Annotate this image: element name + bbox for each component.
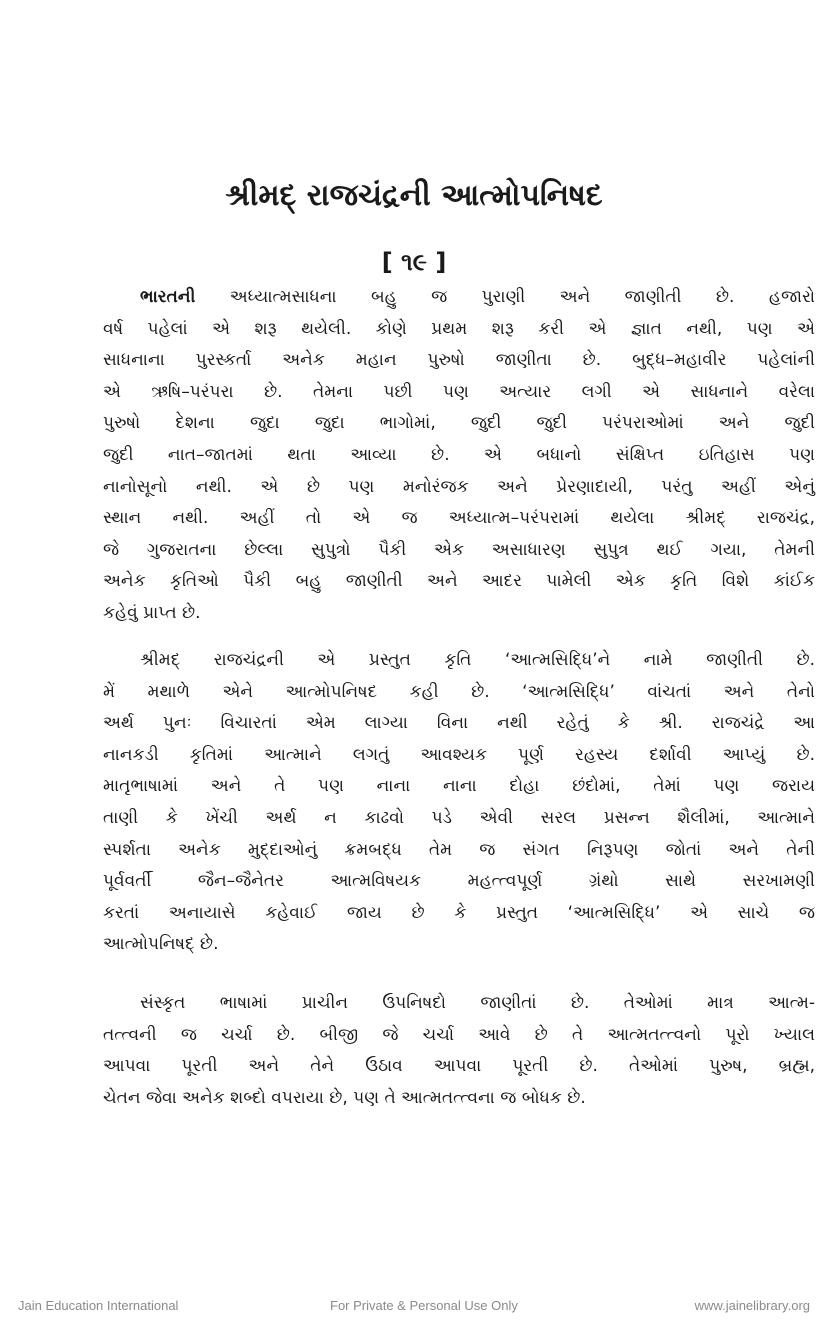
footer-usage-note: For Private & Personal Use Only xyxy=(330,1298,518,1313)
paragraph-line: વર્ષ પહેલાં એ શરૂ થયેલી. કોણે પ્રથમ શરૂ કરી એ જ્ઞાત નથી, પણ એ xyxy=(103,318,815,339)
paragraph-line: પુરુષો દેશના જુદા જુદા ભાગોમાં, જુદી જુદી પરંપરાઓમાં અને જુદી xyxy=(103,413,815,434)
paragraph-line: જુદી નાત–જાતમાં થતા આવ્યા છે. એ બધાનો સંક્ષિપ્ત ઇતિહાસ પણ xyxy=(103,445,815,465)
paragraph-line: મેં મથાળે એને આત્મોપનિષદ કહી છે. ‘આત્મસિદ્ધિ’ વાંચતાં અને તેનો xyxy=(103,681,815,702)
paragraph-line: જે ગુજરાતના છેલ્લા સુપુત્રો પૈકી એક અસાધારણ સુપુત્ર થઈ ગયા, તેમની xyxy=(103,539,815,560)
page-title: શ્રીમદ્ રાજચંદ્રની આત્મોપનિષદ xyxy=(225,178,603,213)
chapter-number: [ ૧૯ ] xyxy=(381,248,447,276)
paragraph-line: માતૃભાષામાં અને તે પણ નાના નાના દોહા છંદોમાં, તેમાં પણ જરાય xyxy=(103,776,815,797)
paragraph-line: કહેવું પ્રાપ્ત છે. xyxy=(103,603,201,623)
paragraph-line: શ્રીમદ્ રાજચંદ્રની એ પ્રસ્તુત કૃતિ ‘આત્મસિદ્ધિ’ને નામે જાણીતી છે. xyxy=(140,650,815,670)
line-text: અધ્યાત્મસાધના બહુ જ પુરાણી અને જાણીતી છે. હજારો xyxy=(195,287,815,307)
paragraph-line: નાનોસૂનો નથી. એ છે પણ મનોરંજક અને પ્રેરણાદાયી, પરંતુ અહીં એનું xyxy=(103,476,815,497)
paragraph-line: ચેતન જેવા અનેક શબ્દો વપરાયા છે, પણ તે આત્મતત્ત્વના જ બોધક છે. xyxy=(103,1087,586,1108)
lead-word: ભારતની xyxy=(140,287,196,307)
paragraph-line: તત્ત્વની જ ચર્ચા છે. બીજી જે ચર્ચા આવે છે તે આત્મતત્ત્વનો પૂરો ખ્યાલ xyxy=(103,1024,815,1045)
paragraph-line: એ ઋષિ–પરંપરા છે. તેમના પછી પણ અત્યાર લગી એ સાધનાને વરેલા xyxy=(103,381,815,402)
paragraph-line xyxy=(140,286,815,308)
paragraph-line: સ્થાન નથી. અહીં તો એ જ અધ્યાત્મ–પરંપરામાં થયેલા શ્રીમદ્ રાજચંદ્ર, xyxy=(103,508,815,529)
paragraph-line: સ્પર્શતા અનેક મુદ્દાઓનું ક્રમબદ્ધ તેમ જ સંગત નિરૂપણ જોતાં અને તેની xyxy=(103,839,815,860)
paragraph-line: સાધનાના પુરસ્કર્તા અનેક મહાન પુરુષો જાણીતા છે. બુદ્ધ–મહાવીર પહેલાંની xyxy=(103,350,815,371)
footer-publisher: Jain Education International xyxy=(18,1298,179,1313)
paragraph-line: આપવા પૂરતી અને તેને ઉઠાવ આપવા પૂરતી છે. તેઓમાં પુરુષ, બ્રહ્મ, xyxy=(103,1056,815,1077)
paragraph-line: કરતાં અનાયાસે કહેવાઈ જાય છે કે પ્રસ્તુત ‘આત્મસિદ્ધિ’ એ સાચે જ xyxy=(103,902,815,923)
paragraph-line: નાનકડી કૃતિમાં આત્માને લગતું આવશ્યક પૂર્ણ રહસ્ય દર્શાવી આપ્યું છે. xyxy=(103,744,815,765)
paragraph-line: સંસ્કૃત ભાષામાં પ્રાચીન ઉપનિષદો જાણીતાં છે. તેઓમાં માત્ર આત્મ- xyxy=(140,993,815,1013)
paragraph-line: પૂર્વવર્તી જૈન–જૈનેતર આત્મવિષયક મહત્ત્વપૂર્ણ ગ્રંથો સાથે સરખામણી xyxy=(103,871,815,892)
footer-website[interactable]: www.jainelibrary.org xyxy=(694,1298,810,1313)
paragraph-line: અનેક કૃતિઓ પૈકી બહુ જાણીતી અને આદર પામેલી એક કૃતિ વિશે કાંઈક xyxy=(103,571,815,592)
paragraph-line: આત્મોપનિષદ્ છે. xyxy=(103,934,219,955)
paragraph-line: અર્થ પુનઃ વિચારતાં એમ લાગ્યા વિના નથી રહેતું કે શ્રી. રાજચંદ્રે આ xyxy=(103,713,815,734)
paragraph-line: તાણી કે ખેંચી અર્થ ન કાઢવો પડે એવી સરલ પ્રસન્ન શૈલીમાં, આત્માને xyxy=(103,808,815,828)
